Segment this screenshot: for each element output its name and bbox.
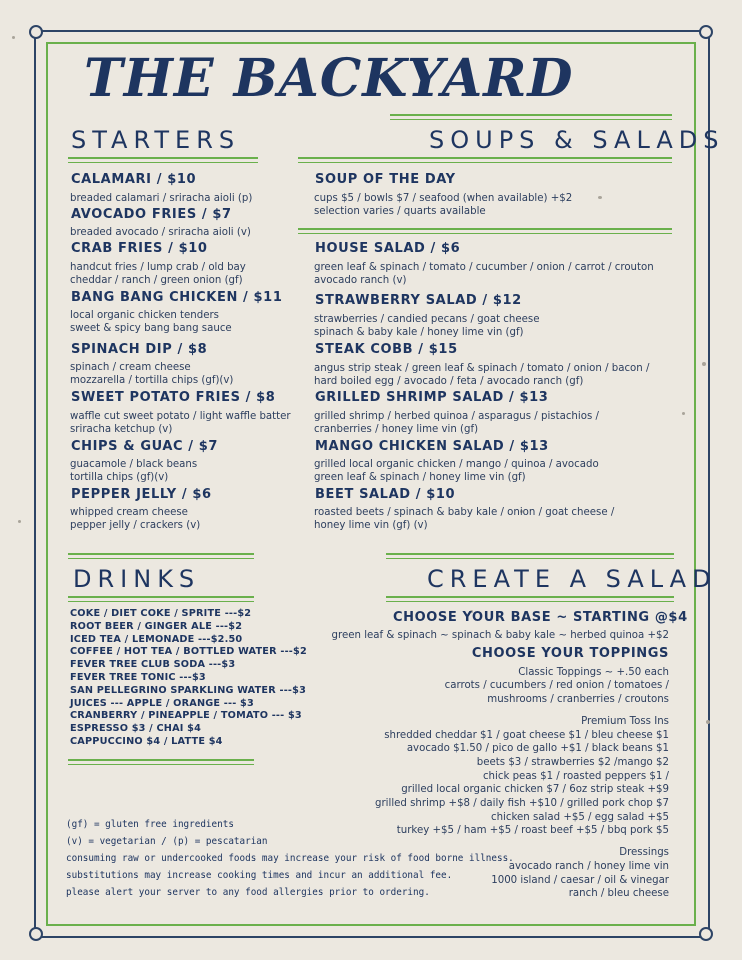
starter-name: SPINACH DIP / $8	[71, 342, 208, 357]
salad-desc: cups $5 / bowls $7 / seafood (when available) +$2	[314, 193, 573, 204]
premium-item: turkey +$5 / ham +$5 / roast beef +$5 / bbq pork $5	[396, 825, 669, 837]
premium-item: chick peas $1 / roasted peppers $1 /	[482, 770, 669, 782]
note-line: consuming raw or undercooked foods may increase your risk of food borne illness.	[66, 853, 514, 864]
note-line: please alert your server to any food allergies prior to ordering.	[66, 887, 430, 898]
restaurant-title: THE BACKYARD	[84, 48, 574, 109]
corner-ornament	[699, 25, 713, 39]
create-salad-block	[332, 629, 669, 901]
drinks-rule	[68, 596, 254, 598]
toppings-title: CHOOSE YOUR TOPPINGS	[471, 645, 669, 661]
drinks-rule	[68, 558, 254, 559]
premium-item: grilled local organic chicken $7 / 6oz strip steak +$9	[401, 784, 669, 796]
salad-desc: grilled shrimp / herbed quinoa / asparagus / pistachios /	[314, 411, 599, 422]
salad-desc: strawberries / candied pecans / goat cheese	[314, 314, 540, 325]
salad-name: HOUSE SALAD / $6	[315, 241, 461, 256]
salad-desc: green leaf & spinach / tomato / cucumber / onion / carrot / crouton	[314, 262, 654, 273]
premium-item: shredded cheddar $1 / goat cheese $1 / bleu cheese $1	[384, 729, 669, 741]
corner-ornament	[29, 927, 43, 941]
drinks-heading: DRINKS	[73, 565, 201, 593]
starter-name: CHIPS & GUAC / $7	[71, 439, 219, 454]
drink-item: FEVER TREE CLUB SODA ---$3	[70, 659, 236, 671]
salad-name: MANGO CHICKEN SALAD / $13	[315, 439, 549, 454]
drink-item: CRANBERRY / PINEAPPLE / TOMATO --- $3	[70, 710, 302, 722]
starter-name: CRAB FRIES / $10	[71, 241, 208, 256]
salad-desc: green leaf & spinach / honey lime vin (gf)	[314, 472, 526, 483]
salad-desc: honey lime vin (gf) (v)	[314, 520, 428, 531]
starter-desc: mozzarella / tortilla chips (gf)(v)	[70, 375, 234, 386]
starter-desc: waffle cut sweet potato / light waffle batter	[70, 411, 291, 422]
classic-item: carrots / cucumbers / red onion / tomatoes /	[444, 680, 669, 692]
salad-desc: cranberries / honey lime vin (gf)	[314, 424, 479, 435]
premium-item: chicken salad +$5 / egg salad +$5	[491, 811, 669, 823]
salad-desc: hard boiled egg / avocado / feta / avocado ranch (gf)	[314, 376, 584, 387]
classic-label: Classic Toppings ~ +.50 each	[518, 666, 669, 678]
create-salad-rule	[386, 553, 674, 555]
paper-speck	[682, 412, 685, 415]
starter-desc: cheddar / ranch / green onion (gf)	[70, 275, 243, 286]
drink-item: SAN PELLEGRINO SPARKLING WATER ---$3	[70, 684, 307, 696]
base-title: CHOOSE YOUR BASE ~ STARTING @$4	[393, 610, 688, 625]
salad-name: STRAWBERRY SALAD / $12	[315, 293, 522, 308]
drink-item: ESPRESSO $3 / CHAI $4	[70, 723, 202, 735]
starter-desc: breaded avocado / sriracha aioli (v)	[70, 227, 251, 238]
corner-ornament	[29, 25, 43, 39]
drinks-rule	[68, 759, 254, 761]
drink-item: ICED TEA / LEMONADE ---$2.50	[70, 633, 243, 645]
starter-desc: sriracha ketchup (v)	[70, 424, 173, 435]
starter-name: SWEET POTATO FRIES / $8	[71, 390, 276, 405]
create-salad-rule	[386, 601, 674, 602]
starter-desc: handcut fries / lump crab / old bay	[70, 262, 246, 273]
premium-label: Premium Toss Ins	[581, 715, 669, 727]
soups-salads-heading: SOUPS & SALADS	[429, 126, 725, 154]
drinks-rule	[68, 553, 254, 555]
salad-desc: selection varies / quarts available	[314, 206, 486, 217]
classic-item: mushrooms / cranberries / croutons	[487, 694, 669, 706]
starter-desc: local organic chicken tenders	[70, 310, 219, 321]
starter-name: CALAMARI / $10	[71, 172, 197, 187]
create-salad-rule	[386, 596, 674, 598]
soups-divider	[298, 233, 672, 234]
note-line: (gf) = gluten free ingredients	[66, 819, 234, 830]
create-salad-rule	[386, 558, 674, 559]
salad-desc: angus strip steak / green leaf & spinach / tomato / onion / bacon /	[314, 363, 650, 374]
starters-rule	[68, 157, 258, 159]
create-salad-heading: CREATE A SALAD	[427, 565, 717, 593]
salad-name: STEAK COBB / $15	[315, 342, 458, 357]
premium-item: beets $3 / strawberries $2 /mango $2	[476, 756, 669, 768]
starter-desc: spinach / cream cheese	[70, 362, 191, 373]
drink-item: ROOT BEER / GINGER ALE ---$2	[70, 620, 243, 632]
drink-item: JUICES --- APPLE / ORANGE --- $3	[70, 697, 254, 709]
salad-name: GRILLED SHRIMP SALAD / $13	[315, 390, 549, 405]
salad-name: SOUP OF THE DAY	[315, 172, 456, 187]
starter-desc: sweet & spicy bang bang sauce	[70, 323, 232, 334]
premium-item: avocado $1.50 / pico de gallo +$1 / black beans $1	[406, 743, 669, 755]
base-options: green leaf & spinach ~ spinach & baby kale ~ herbed quinoa +$2	[331, 630, 669, 641]
starter-name: BANG BANG CHICKEN / $11	[71, 290, 283, 305]
dressing-item: 1000 island / caesar / oil & vinegar	[491, 874, 669, 886]
drinks-list	[70, 608, 307, 749]
drinks-rule	[68, 764, 254, 765]
drink-item: COKE / DIET COKE / SPRITE ---$2	[70, 608, 252, 619]
starter-desc: guacamole / black beans	[70, 459, 198, 470]
starters-heading: STARTERS	[71, 126, 241, 154]
paper-speck	[18, 520, 21, 523]
paper-speck	[706, 720, 710, 724]
salad-desc: roasted beets / spinach & baby kale / onion / goat cheese /	[314, 507, 615, 518]
corner-ornament	[699, 927, 713, 941]
drink-item: FEVER TREE TONIC ---$3	[70, 671, 206, 683]
paper-speck	[598, 196, 602, 199]
note-line: (v) = vegetarian / (p) = pescatarian	[66, 836, 268, 847]
starter-name: AVOCADO FRIES / $7	[71, 207, 232, 222]
salad-name: BEET SALAD / $10	[315, 487, 456, 502]
premium-item: grilled shrimp +$8 / daily fish +$10 / grilled pork chop $7	[375, 798, 669, 810]
starter-desc: tortilla chips (gf)(v)	[70, 472, 169, 483]
starter-desc: whipped cream cheese	[70, 507, 188, 518]
paper-speck	[702, 362, 706, 366]
starter-name: PEPPER JELLY / $6	[71, 487, 212, 502]
salad-desc: grilled local organic chicken / mango / quinoa / avocado	[314, 459, 599, 470]
drinks-rule	[68, 601, 254, 602]
starter-desc: pepper jelly / crackers (v)	[70, 520, 201, 531]
dressings-label: Dressings	[619, 847, 669, 859]
starter-desc: breaded calamari / sriracha aioli (p)	[70, 193, 253, 204]
salad-desc: spinach & baby kale / honey lime vin (gf)	[314, 327, 524, 338]
salad-desc: avocado ranch (v)	[314, 275, 407, 286]
note-line: substitutions may increase cooking times and incur an additional fee.	[66, 870, 453, 881]
title-rule	[390, 119, 672, 120]
soups-salads-rule	[298, 157, 672, 159]
starters-rule	[68, 162, 258, 163]
drink-item: COFFEE / HOT TEA / BOTTLED WATER ---$2	[70, 646, 307, 658]
paper-speck	[12, 36, 15, 39]
title-rule	[390, 114, 672, 116]
dressing-item: avocado ranch / honey lime vin	[508, 860, 669, 872]
soups-divider	[298, 228, 672, 230]
soups-salads-rule	[298, 162, 672, 163]
dressing-item: ranch / bleu cheese	[568, 888, 669, 900]
drink-item: CAPPUCCINO $4 / LATTE $4	[70, 735, 223, 747]
